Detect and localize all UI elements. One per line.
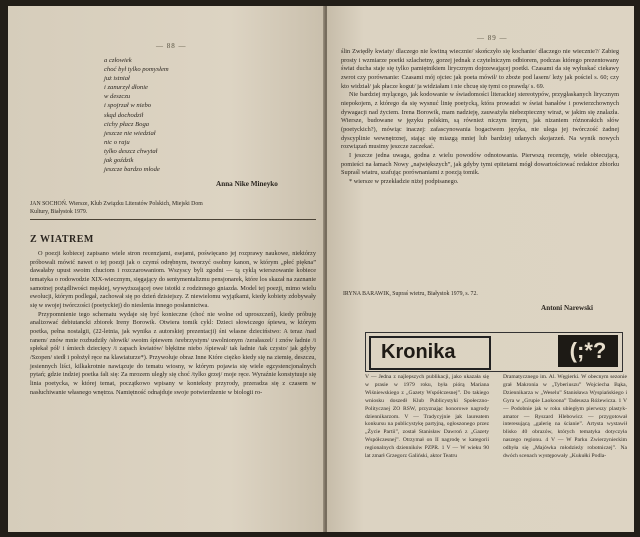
kronika-title: Kronika xyxy=(381,341,456,363)
page-number-right: — 89 — xyxy=(477,34,508,42)
article-heading: Z WIATREM xyxy=(30,234,94,245)
book-source-line: Kultury, Białystok 1979. xyxy=(30,209,88,215)
poem-line: tylko deszcz chwytał xyxy=(104,147,158,155)
paragraph: I jeszcze jedna uwaga, godna z wielu powodów odnotowania. Pierwszą recenzję, wiele obiecującą, pomieści na łamach Nowy „największych”, jak gdyby tymi epitetami mógł dowartościować redaktor zbiorku Supraśl wiatru, szafując porównaniami z poezją tomik. xyxy=(341,151,619,177)
kronika-symbols: (;*? xyxy=(558,335,618,367)
poem-author: Anna Nike Mineyko xyxy=(216,180,278,188)
poem-line: w deszczu xyxy=(104,93,131,101)
kronika-column xyxy=(365,374,489,461)
poem-line: i zanurzył dłonie xyxy=(104,84,148,92)
kronika-title-box xyxy=(369,336,491,370)
kronika-column-text: V — Jedna z najlepszych publikacji, jako ukazała się w prasie w 1979 roku, była piórą Mariana Wiśniewskiego z „Gazety Współczesnej”. Do takiego wniosku doszedł Klub Publicystyki Społeczno-Politycznej ZO RSW, przyznając honorowe nagrody dziennikarzom. V — Tradycyjnie jak laureatem konkursu na publicystykę partyjną, ogłoszonego przez „Życie Partii”, został Stanisław Dawroń z „Gazety Współczesnej”. Otrzymał on II nagrodę w kategorii regionalnych dzienników PZPR. 1 V — W wieku 90 lat zmarł Grzegorz Galiński, aktor Teatru xyxy=(365,374,489,460)
footnote: * wiersze w przekładzie niżej podpisanego. xyxy=(349,177,459,185)
article-body-right xyxy=(341,48,619,187)
page-number-left: — 88 — xyxy=(156,42,187,50)
poem-line: jeszcze bardzo młode xyxy=(104,166,160,174)
book-source xyxy=(30,200,316,216)
poem-line: nic o raju xyxy=(104,138,130,146)
poem-line: skąd dochodził xyxy=(104,111,144,119)
paragraph: Nie bardziej mylącego, jak kodowanie w świadomości literackiej stereotypów, przygłaskanych lirycznym niepokojem, z którego da się wysnuć linię poetycką, która prowadzi w świat banałów i powierzchownych dywagacji nad życiem. Irena Borowik, mam nadzieję, zauważyła niebezpieczny wiraż, w jakim się znalazła. Wiersze, budowane w języku polskim, są również niczym innym, jak nizaniem różnorakich słów (poetyckich?), mówiąc inaczej: zafascynowania bogactwem języka, nie ulega jej twórczość żadnej dyscyplinie wewnętrznej, stając się miazgą mniej lub bardziej udanych skojarzeń. Na wynik nowych rozwiązań musimy jeszcze zaczekać. xyxy=(341,91,619,151)
right-page xyxy=(327,6,634,532)
poem-line: jak goździk xyxy=(104,157,134,165)
poem-line: jeszcze nie wiedział xyxy=(104,129,156,137)
left-page xyxy=(8,6,326,532)
poem xyxy=(104,56,169,174)
book-source-line: JAN SOCHOŃ. Wiersze, Klub Związku Literatów Polskich, Miejski Dom xyxy=(30,201,203,207)
poem-line: a człowiek xyxy=(104,57,132,64)
review-author: Antoni Narewski xyxy=(541,304,593,312)
paragraph: O poezji kobiecej zapisano wiele stron recenzjami, esejami, poświęcano jej rozprawy naukowe, niektórzy próbowali mówić nawet o tej poezji jak o czymś odrębnym, tworzyć osobny kanon, w którym „płeć piękna” dawałaby upust swoim chuciom i rozczarowaniom. Wszyscy byli zgodni — tą cyklą wierszowanie kobiece tematyka o rodowodzie XIX-wiecznym, sięgający do sentymentalizmu pensjonarek, które los skazał na zaznanie samotnej pożądliwości męskiej, wywyższającej owe istotki z rodzinnego gniazda. Model tej poezji, mimo wielu ewolucji, którym podlegał, zachował się po dzień dzisiejszy. Z niewielomu wyjątkami, kiedy kobiety zdobywały się w swojej twórczości (poetyckiej) do nieslenia innego posłannictwa. xyxy=(30,250,316,309)
review-source: IRYNA BARAWIK, Supraś wietru, Białystok 1979, s. 72. xyxy=(343,291,478,297)
kronika-banner xyxy=(365,332,623,372)
section-divider xyxy=(30,219,316,220)
article-body-left xyxy=(30,250,316,397)
paragraph: Przypomnienie tego schematu wydaje się być konieczne (choć nie wolne od uproszczeń), kiedy próbuję analizować debiutancki zbiorek Ireny Borowik. Otwiera tomik cykl: Dzieci słowiczego śpiewu, w którym poetka, pełna nostalgii, (22-letnia, jak wynika z autorskiej prezentacji) śni własne dzieciństwo: A teraz /nad ranem/ znów mnie rozbudziły /słowik/ swoim śpiewem /srebrzystym/ uwolnionym /zerałaszel/ i znów ładnie /i spłekał pół/ i śmiech dziecięcy /i zapach kwiatów/ błękitne niebo /śpiewał/ tak ładnie /tak czysto/ jak gdyby /Szopen/ siedł i położył ręce na klawiaturze*). Przywołuje obraz Inne Które ciężko kiedy się na ziemię, deszczu, jesiennych liści, kilkakrotnie nawiązuje do tematu wiosny, w którym pojawia się wiele egzystencjonalnych pytań; gdzie indziej poetka fali się: Za mrozem uległy się choć /tylko grzej/ moje ręce. Wyraźnie konstytuuje się linia poetycka, w której temat, początkowo wpisany w konteksty przyrody, przeradza się z czasem w nasłuchiwanie własnego wnętrza. Namiętność odnajduje swoje potwierdzenie w biologii ro- xyxy=(30,310,316,396)
poem-line: cichy płacz Boga xyxy=(104,120,150,128)
poem-line: i spojrzał w niebo xyxy=(104,102,152,110)
poem-line: już istniał xyxy=(104,75,130,83)
kronika-column xyxy=(503,374,627,461)
paragraph: ślin Zwiędły kwiaty/ dlaczego nie kwitną wiecznie/ skończyło się kochanie/ dlaczego nie wiecznie?/ Zabieg prosty i wzmiarze poetki szlachetny, gorzej jednak z czytelniczym odbiorem, podczas którego prezentowany świat ducha staje się tylko pamiętnikiem lirycznym dojrzewającej poetki. Czasami da się wyłuskać ciekawy zwrot czy porównanie: Czasami mój ojciec jak poeta mówił/ to zboże pod lasem/ leży jak pościel s. 60; czy kto widział/ jak płacze kogut/ ja widziałam i nie chcuę się tymi co prawdą/ s. 69. xyxy=(341,48,619,90)
poem-line: choć był tylko pomysłem xyxy=(104,66,169,74)
kronika-column-text: Dramatycznego im. Al. Węgierki. W obecnym sezonie grał Makronia w „Tyberiuszu” Wojciecha Bąka, Dziennikarza w „Weselu” Stanisława Wyspiańskiego i Gyra w „Grupie Laokoona” Tadeusza Różewicza. 1 V — Podobnie jak w roku ubiegłym pierwszy plastyk-amator — Ryszard Hlebowicz — przygotował interesującą „galerię na ścianie”. Artysta wystawił blisko 40 obrazów, których tematyka dotyczyła naszego regionu. 4 V — W Parku Zwierzynieckim odbyła się „Majówka młodzieży robotniczej”. Na dwóch scenach występowały „Kukułki Podla- xyxy=(503,374,627,460)
